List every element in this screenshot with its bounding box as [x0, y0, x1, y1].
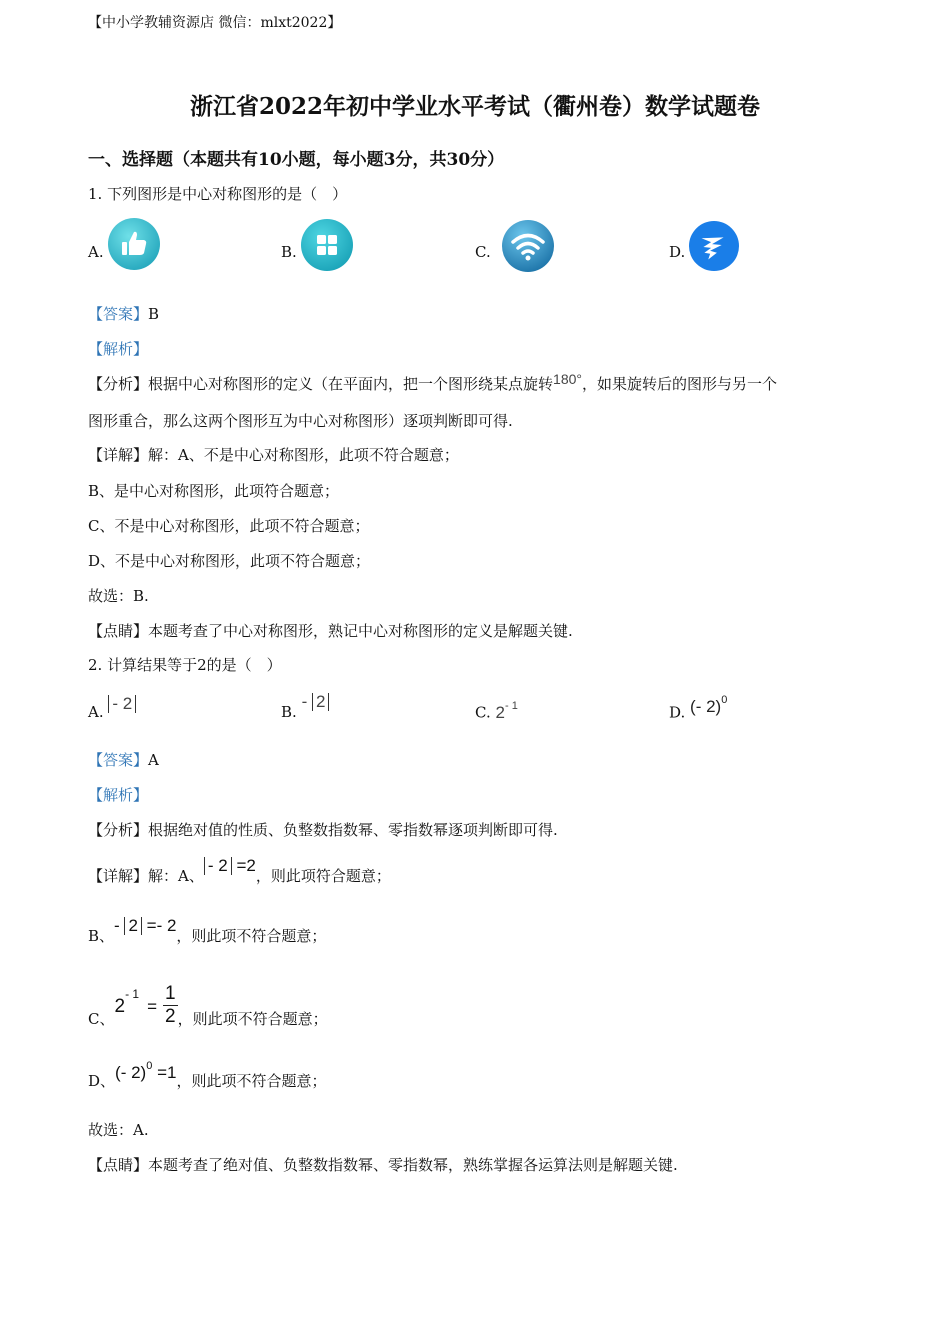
q1-detail-b: B、是中心对称图形，此项符合题意； — [88, 482, 340, 500]
thumbs-up-icon — [108, 218, 160, 270]
q2-detail-label: 【详解】 — [88, 867, 149, 885]
q1-stem: 1. 下列图形是中心对称图形的是（ ） — [88, 185, 348, 203]
q2-option-d — [669, 694, 728, 723]
q2-comment — [88, 1154, 678, 1175]
q2-comment-label: 【点睛】 — [88, 1156, 149, 1174]
q2-detail-c-exp: - 1 — [125, 986, 140, 1001]
q2-detail-d-eq: =1 — [157, 1063, 177, 1082]
q1-option-a-label: A. — [88, 243, 104, 261]
q2-option-b-abs: 2 — [312, 693, 329, 711]
bird-icon — [689, 221, 739, 271]
q1-comment-text: 本题考查了中心对称图形，熟记中心对称图形的定义是解题关键. — [148, 622, 573, 640]
q1-detail-a-text: 解：A、不是中心对称图形，此项不符合题意； — [148, 446, 459, 464]
q2-detail-d-suffix: ，则此项不符合题意； — [176, 1072, 327, 1090]
q2-option-b-expr — [302, 692, 330, 711]
q2-detail-b-prefix: B、 — [88, 927, 115, 945]
q1-detail-a — [88, 444, 459, 465]
q1-analysis-degree: 180° — [553, 371, 582, 387]
q2-analysis-text: 根据绝对值的性质、负整数指数幂、零指数幂逐项判断即可得. — [148, 821, 558, 839]
q2-detail-a — [88, 856, 391, 886]
q2-option-d-label: D. — [669, 703, 686, 722]
q1-analysis-text2: ，如果旋转后的图形与另一个 — [582, 375, 778, 393]
q2-detail-d-exp: 0 — [146, 1060, 153, 1073]
q2-option-c — [475, 702, 518, 723]
q2-option-b — [281, 692, 329, 722]
q2-option-b-label: B. — [281, 703, 297, 721]
q1-option-c-label: C. — [475, 243, 491, 261]
q2-analysis — [88, 819, 558, 840]
q2-option-a-label: A. — [88, 703, 104, 721]
q1-detail-label: 【详解】 — [88, 446, 149, 464]
q2-detail-c-suffix: ，则此项不符合题意； — [177, 1009, 328, 1028]
q2-detail-b-suffix: ，则此项不符合题意； — [176, 927, 327, 945]
q2-detail-a-eq: =2 — [236, 856, 256, 875]
q2-answer-tag: 【答案】 — [88, 751, 149, 769]
q2-option-a-abs: - 2 — [108, 695, 136, 713]
q2-detail-d-base: (- 2) — [115, 1063, 147, 1082]
q2-detail-d-expr — [115, 1060, 177, 1082]
q2-detail-c-fraction — [163, 983, 178, 1028]
q2-option-d-expr — [690, 694, 728, 716]
q2-option-c-expr — [495, 700, 518, 722]
header-watermark: 【中小学教辅资源店 微信：mlxt2022】 — [88, 15, 342, 31]
q1-answer-tag: 【答案】 — [88, 305, 149, 323]
q1-choose: 故选：B. — [88, 587, 149, 605]
wifi-icon — [502, 220, 554, 272]
q1-analysis — [88, 373, 777, 394]
q2-detail-a-expr — [204, 856, 256, 875]
q1-comment-label: 【点睛】 — [88, 622, 149, 640]
q1-option-b-label: B. — [281, 243, 297, 261]
q2-answer — [88, 749, 159, 770]
page-title: 浙江省2022年初中学业水平考试（衢州卷）数学试题卷 — [189, 93, 760, 120]
q1-detail-c: C、不是中心对称图形，此项不符合题意； — [88, 517, 370, 535]
q2-option-a-expr — [108, 694, 136, 713]
q2-option-c-label: C. — [475, 703, 491, 722]
q2-detail-a-abs: - 2 — [204, 857, 232, 875]
q2-detail-c-den: 2 — [165, 1006, 176, 1027]
q1-comment — [88, 620, 573, 641]
q1-analysis-text1: 根据中心对称图形的定义（在平面内，把一个图形绕某点旋转 — [148, 375, 554, 393]
q2-option-d-exp: 0 — [721, 694, 728, 706]
q2-detail-d-prefix: D、 — [88, 1072, 116, 1090]
q2-detail-c-eq: = — [147, 996, 158, 1016]
q2-detail-b-eq: =- 2 — [146, 916, 177, 935]
q2-detail-b-abs: 2 — [124, 917, 141, 935]
q2-choose: 故选：A. — [88, 1121, 149, 1139]
q2-detail-b — [88, 916, 327, 946]
q1-detail-d: D、不是中心对称图形，此项不符合题意； — [88, 552, 371, 570]
q2-analysis-label: 【分析】 — [88, 821, 149, 839]
q2-option-a — [88, 694, 136, 722]
grid-four-icon — [301, 219, 353, 271]
q2-detail-b-expr — [114, 916, 176, 935]
q1-option-d-label: D. — [669, 243, 686, 261]
q2-option-d-base: (- 2) — [690, 696, 722, 716]
q2-detail-b-sign: - — [114, 916, 120, 935]
q2-option-c-exp: - 1 — [504, 700, 518, 712]
q2-detail-c-prefix: C、 — [88, 1009, 115, 1028]
q2-detail-c-num: 1 — [165, 983, 176, 1004]
q1-answer-value: B — [148, 305, 160, 323]
q2-option-c-base: 2 — [495, 702, 505, 722]
q2-answer-value: A — [148, 751, 159, 769]
section-heading: 一、选择题（本题共有10小题，每小题3分，共30分） — [88, 150, 505, 170]
q2-analysis-tag: 【解析】 — [88, 786, 149, 804]
q2-stem: 2. 计算结果等于2的是（ ） — [88, 656, 282, 674]
q1-analysis-label: 【分析】 — [88, 375, 149, 393]
q1-analysis-tag: 【解析】 — [88, 340, 149, 358]
q2-detail-c-base: 2 — [114, 995, 126, 1017]
q2-detail-a-prefix: 解：A、 — [148, 867, 204, 885]
q2-option-b-sign: - — [301, 692, 308, 711]
q2-comment-text: 本题考查了绝对值、负整数指数幂、零指数幂，熟练掌握各运算法则是解题关键. — [148, 1156, 678, 1174]
q1-answer — [88, 303, 159, 324]
q2-detail-a-suffix: ，则此项符合题意； — [255, 867, 391, 885]
q1-analysis-line2: 图形重合，那么这两个图形互为中心对称图形）逐项判断即可得. — [88, 412, 513, 430]
q2-detail-c — [88, 975, 328, 1028]
q2-detail-d — [88, 1060, 327, 1091]
